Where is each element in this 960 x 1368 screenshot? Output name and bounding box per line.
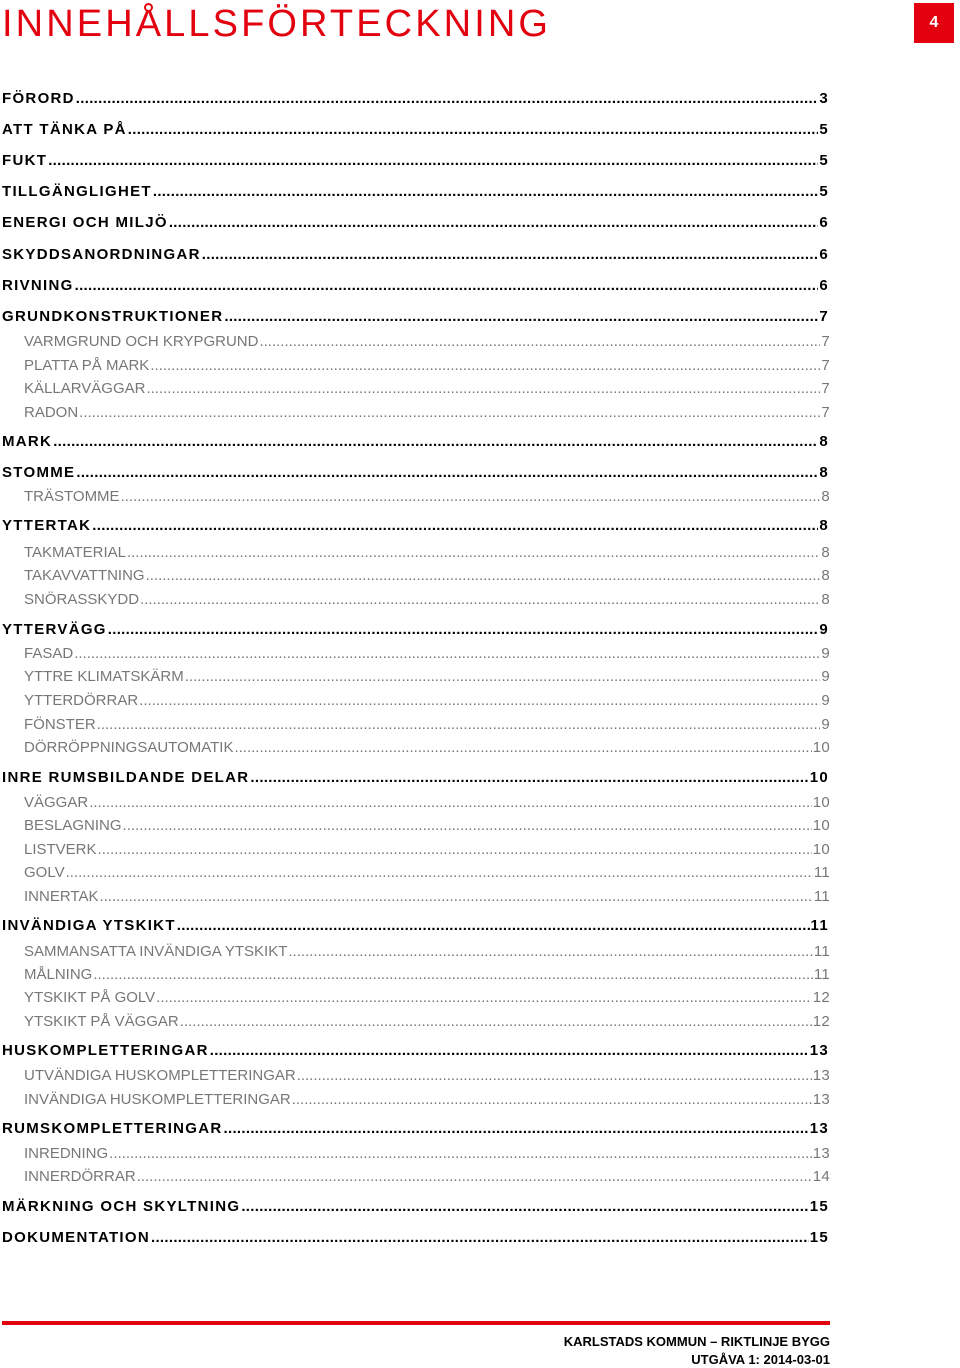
toc-entry-label: SNÖRASSKYDD xyxy=(24,591,140,608)
toc-dot-leader xyxy=(76,89,819,109)
toc-entry-page: 10 xyxy=(812,841,830,858)
toc-dot-leader xyxy=(250,768,808,788)
toc-entry-page: 11 xyxy=(813,943,830,960)
toc-dot-leader xyxy=(92,516,818,536)
toc-entry-label: VÄGGAR xyxy=(24,794,89,811)
toc-entry[interactable] xyxy=(24,863,830,883)
toc-entry-page: 15 xyxy=(809,1229,829,1246)
toc-entry-label: GRUNDKONSTRUKTIONER xyxy=(2,308,224,325)
toc-entry-label: UTVÄNDIGA HUSKOMPLETTERINGAR xyxy=(24,1067,296,1084)
footer-edition: UTGÅVA 1: 2014-03-01 xyxy=(691,1352,830,1367)
toc-dot-leader xyxy=(151,1228,809,1248)
toc-dot-leader xyxy=(89,793,812,813)
toc-entry-label: RIVNING xyxy=(2,277,74,294)
toc-entry[interactable] xyxy=(24,840,830,860)
toc-entry[interactable] xyxy=(2,1041,829,1061)
toc-entry-page: 7 xyxy=(821,357,830,374)
toc-entry-label: FASAD xyxy=(24,645,74,662)
toc-entry[interactable] xyxy=(2,307,829,327)
toc-entry-page: 13 xyxy=(809,1120,829,1137)
toc-entry[interactable] xyxy=(2,463,829,483)
toc-dot-leader xyxy=(202,245,819,265)
toc-entry[interactable] xyxy=(24,1012,830,1032)
toc-entry[interactable] xyxy=(2,89,829,109)
toc-entry[interactable] xyxy=(24,988,830,1008)
toc-entry[interactable] xyxy=(24,1167,830,1187)
toc-dot-leader xyxy=(224,307,818,327)
toc-entry[interactable] xyxy=(24,1090,830,1110)
toc-entry-label: INREDNING xyxy=(24,1145,109,1162)
toc-entry[interactable] xyxy=(2,151,829,171)
toc-dot-leader xyxy=(139,691,820,711)
toc-entry-page: 11 xyxy=(813,864,830,881)
toc-dot-leader xyxy=(297,1066,812,1086)
toc-entry[interactable] xyxy=(2,620,829,640)
toc-entry-label: YTTERDÖRRAR xyxy=(24,692,139,709)
toc-dot-leader xyxy=(234,738,811,758)
toc-entry[interactable] xyxy=(2,182,829,202)
toc-dot-leader xyxy=(137,1167,812,1187)
toc-entry-page: 3 xyxy=(819,90,829,107)
toc-entry[interactable] xyxy=(24,793,830,813)
toc-entry-label: DÖRRÖPPNINGSAUTOMATIK xyxy=(24,739,234,756)
toc-entry-page: 8 xyxy=(819,464,829,481)
toc-entry-label: YTTRE KLIMATSKÄRM xyxy=(24,668,184,685)
toc-dot-leader xyxy=(128,120,819,140)
toc-entry-page: 5 xyxy=(819,183,829,200)
toc-entry[interactable] xyxy=(24,566,830,586)
toc-entry-label: INRE RUMSBILDANDE DELAR xyxy=(2,769,250,786)
toc-dot-leader xyxy=(93,965,812,985)
toc-entry-label: RUMSKOMPLETTERINGAR xyxy=(2,1120,223,1137)
toc-entry[interactable] xyxy=(24,543,830,563)
toc-entry-label: MÄRKNING OCH SKYLTNING xyxy=(2,1198,241,1215)
toc-entry-label: FÖNSTER xyxy=(24,716,96,733)
toc-dot-leader xyxy=(97,715,821,735)
toc-entry-label: DOKUMENTATION xyxy=(2,1229,150,1246)
toc-entry[interactable] xyxy=(24,667,830,687)
toc-entry[interactable] xyxy=(2,432,829,452)
toc-entry[interactable] xyxy=(2,245,829,265)
page-title: INNEHÅLLSFÖRTECKNING xyxy=(2,3,552,45)
toc-entry-label: GOLV xyxy=(24,864,65,881)
toc-entry-label: TAKMATERIAL xyxy=(24,544,126,561)
toc-entry[interactable] xyxy=(2,1197,829,1217)
toc-entry[interactable] xyxy=(2,120,829,140)
toc-entry-label: INVÄNDIGA YTSKIKT xyxy=(2,917,176,934)
footer-organization: KARLSTADS KOMMUN – RIKTLINJE BYGG xyxy=(563,1334,830,1349)
toc-entry-label: ATT TÄNKA PÅ xyxy=(2,121,127,138)
toc-entry-page: 13 xyxy=(812,1145,830,1162)
toc-entry-page: 10 xyxy=(812,739,830,756)
toc-entry-label: FUKT xyxy=(2,152,48,169)
toc-entry-label: TAKAVVATTNING xyxy=(24,567,145,584)
toc-entry-page: 8 xyxy=(821,488,830,505)
toc-entry[interactable] xyxy=(24,965,830,985)
toc-entry[interactable] xyxy=(24,644,830,664)
toc-entry-label: INVÄNDIGA HUSKOMPLETTERINGAR xyxy=(24,1091,291,1108)
toc-entry-page: 6 xyxy=(819,277,829,294)
toc-entry-label: STOMME xyxy=(2,464,76,481)
toc-entry-label: LISTVERK xyxy=(24,841,97,858)
toc-entry-page: 5 xyxy=(819,152,829,169)
toc-entry[interactable] xyxy=(24,887,830,907)
toc-entry-page: 8 xyxy=(819,433,829,450)
toc-entry-page: 8 xyxy=(821,567,830,584)
toc-dot-leader xyxy=(288,942,812,962)
toc-dot-leader xyxy=(146,379,820,399)
toc-entry-page: 10 xyxy=(812,794,830,811)
toc-dot-leader xyxy=(224,1119,809,1139)
toc-entry-page: 10 xyxy=(809,769,829,786)
toc-dot-leader xyxy=(123,816,812,836)
toc-dot-leader xyxy=(127,543,820,563)
toc-dot-leader xyxy=(99,887,812,907)
toc-entry[interactable] xyxy=(2,276,829,296)
toc-dot-leader xyxy=(210,1041,809,1061)
toc-entry-page: 15 xyxy=(809,1198,829,1215)
toc-entry-page: 9 xyxy=(819,621,829,638)
toc-entry-label: YTSKIKT PÅ GOLV xyxy=(24,989,156,1006)
toc-entry-page: 6 xyxy=(819,214,829,231)
toc-entry-label: SAMMANSATTA INVÄNDIGA YTSKIKT xyxy=(24,943,288,960)
toc-entry-page: 7 xyxy=(819,308,829,325)
toc-entry[interactable] xyxy=(2,1228,829,1248)
toc-entry-label: YTTERVÄGG xyxy=(2,621,107,638)
toc-entry-label: BESLAGNING xyxy=(24,817,122,834)
toc-entry-label: FÖRORD xyxy=(2,90,75,107)
toc-entry-page: 13 xyxy=(809,1042,829,1059)
toc-entry[interactable] xyxy=(2,213,829,233)
toc-dot-leader xyxy=(121,487,821,507)
toc-entry-page: 11 xyxy=(813,966,830,983)
toc-entry-label: KÄLLARVÄGGAR xyxy=(24,380,146,397)
toc-entry[interactable] xyxy=(24,403,830,423)
toc-dot-leader xyxy=(150,356,820,376)
toc-entry[interactable] xyxy=(24,332,830,352)
toc-dot-leader xyxy=(146,566,821,586)
toc-entry-label: TRÄSTOMME xyxy=(24,488,120,505)
toc-entry-label: VARMGRUND OCH KRYPGRUND xyxy=(24,333,259,350)
toc-entry[interactable] xyxy=(24,379,830,399)
toc-entry-label: HUSKOMPLETTERINGAR xyxy=(2,1042,209,1059)
toc-entry-label: YTSKIKT PÅ VÄGGAR xyxy=(24,1013,179,1030)
toc-entry[interactable] xyxy=(2,768,829,788)
toc-entry-page: 11 xyxy=(813,888,830,905)
toc-entry-label: MARK xyxy=(2,433,53,450)
toc-dot-leader xyxy=(177,916,810,936)
toc-entry-page: 11 xyxy=(810,917,829,934)
toc-entry[interactable] xyxy=(24,1066,830,1086)
toc-dot-leader xyxy=(185,667,821,687)
toc-entry-page: 7 xyxy=(821,404,830,421)
toc-entry[interactable] xyxy=(24,487,830,507)
toc-entry-page: 7 xyxy=(821,333,830,350)
toc-entry-page: 5 xyxy=(819,121,829,138)
toc-dot-leader xyxy=(98,840,812,860)
toc-entry-page: 9 xyxy=(821,668,830,685)
toc-dot-leader xyxy=(140,590,820,610)
toc-dot-leader xyxy=(241,1197,808,1217)
toc-entry-page: 8 xyxy=(821,591,830,608)
toc-entry-page: 12 xyxy=(812,1013,830,1030)
toc-dot-leader xyxy=(79,403,820,423)
toc-dot-leader xyxy=(292,1090,812,1110)
toc-entry-page: 13 xyxy=(812,1067,830,1084)
toc-entry-page: 10 xyxy=(812,817,830,834)
toc-entry-label: MÅLNING xyxy=(24,966,93,983)
toc-entry-label: YTTERTAK xyxy=(2,517,92,534)
toc-entry[interactable] xyxy=(24,691,830,711)
toc-entry-page: 9 xyxy=(821,716,830,733)
toc-entry[interactable] xyxy=(24,590,830,610)
toc-entry[interactable] xyxy=(24,816,830,836)
toc-dot-leader xyxy=(108,620,819,640)
toc-entry-page: 7 xyxy=(821,380,830,397)
footer-divider xyxy=(2,1321,830,1325)
toc-entry-label: ENERGI OCH MILJÖ xyxy=(2,214,168,231)
toc-dot-leader xyxy=(75,276,819,296)
toc-entry-page: 12 xyxy=(812,989,830,1006)
toc-entry-label: RADON xyxy=(24,404,79,421)
toc-dot-leader xyxy=(259,332,820,352)
toc-dot-leader xyxy=(48,151,818,171)
toc-entry-page: 8 xyxy=(819,517,829,534)
toc-entry[interactable] xyxy=(2,1119,829,1139)
toc-entry-page: 9 xyxy=(821,692,830,709)
toc-dot-leader xyxy=(74,644,820,664)
page-number-badge: 4 xyxy=(914,3,954,43)
toc-dot-leader xyxy=(66,863,813,883)
toc-entry[interactable] xyxy=(24,356,830,376)
toc-dot-leader xyxy=(169,213,819,233)
toc-entry-label: TILLGÄNGLIGHET xyxy=(2,183,152,200)
toc-entry-page: 9 xyxy=(821,645,830,662)
toc-entry-label: INNERDÖRRAR xyxy=(24,1168,136,1185)
toc-dot-leader xyxy=(156,988,812,1008)
toc-entry-page: 8 xyxy=(821,544,830,561)
toc-entry[interactable] xyxy=(24,738,830,758)
toc-entry[interactable] xyxy=(2,516,829,536)
toc-entry[interactable] xyxy=(24,715,830,735)
toc-dot-leader xyxy=(76,463,818,483)
toc-entry[interactable] xyxy=(24,942,830,962)
toc-entry[interactable] xyxy=(2,916,829,936)
toc-entry-label: SKYDDSANORDNINGAR xyxy=(2,246,201,263)
toc-entry-page: 14 xyxy=(812,1168,830,1185)
toc-entry-page: 13 xyxy=(812,1091,830,1108)
toc-entry[interactable] xyxy=(24,1144,830,1164)
toc-dot-leader xyxy=(109,1144,812,1164)
toc-entry-page: 6 xyxy=(819,246,829,263)
toc-dot-leader xyxy=(153,182,818,202)
toc-entry-label: INNERTAK xyxy=(24,888,99,905)
toc-entry-label: PLATTA PÅ MARK xyxy=(24,357,150,374)
toc-dot-leader xyxy=(180,1012,812,1032)
toc-dot-leader xyxy=(53,432,818,452)
